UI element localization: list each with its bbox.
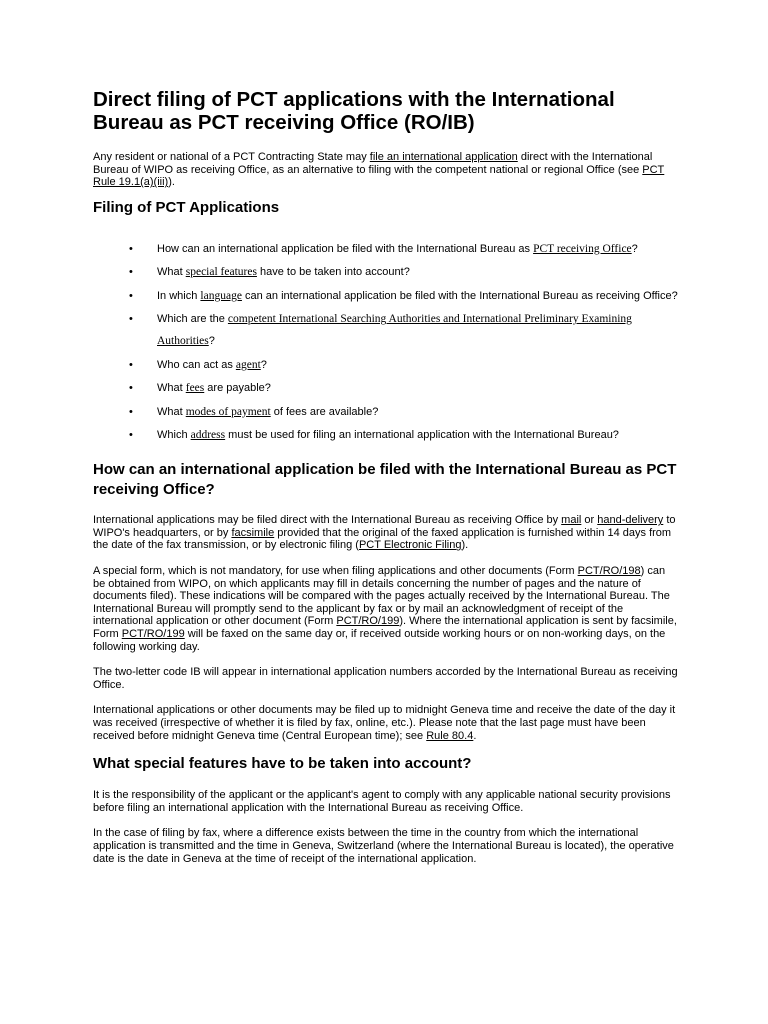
paragraph-text: .	[473, 729, 477, 742]
intro-text-3: ).	[168, 176, 175, 189]
paragraph-text: International applications or other documents may be filed up to midnight Geneva time and receive the date of the day it was received (irrespective of whether it is filed by fax, online, etc.). Please note that the last page must have been received before midnight Geneva time (Central European time); see	[93, 704, 676, 742]
list-item-text: What	[157, 405, 186, 418]
paragraph-text: or	[581, 514, 598, 527]
file-international-application-link[interactable]: file an international application	[369, 151, 518, 163]
form-pct-ro-199-link-2[interactable]: PCT/RO/199	[121, 628, 185, 641]
pct-rule-link[interactable]: PCT Rule 19.1(a)(iii)	[93, 163, 665, 189]
hand-delivery-link[interactable]: hand-delivery	[597, 514, 664, 527]
list-item	[93, 285, 678, 307]
list-item	[93, 238, 678, 260]
form-pct-ro-199-link[interactable]: PCT/RO/199	[336, 615, 400, 628]
paragraph-text: International applications may be filed direct with the International Bureau as receiving Office by	[93, 514, 562, 527]
list-item	[93, 424, 678, 446]
list-item-text: of fees are available?	[270, 405, 379, 418]
list-item-text: ?	[260, 358, 267, 371]
page-title: Direct filing of PCT applications with the International Bureau as PCT receiving Office (RO/IB)	[93, 88, 615, 134]
list-item-text: Which	[157, 429, 191, 442]
faq-list	[93, 238, 678, 447]
list-item-text: can an international application be filed with the International Bureau as receiving Office?	[241, 289, 678, 302]
modes-of-payment-link[interactable]: modes of payment	[185, 405, 271, 418]
section-heading-how-to-file: How can an international application be filed with the International Bureau as PCT receiving Office?	[93, 461, 677, 499]
pct-electronic-filing-link[interactable]: PCT Electronic Filing	[358, 539, 462, 552]
paragraph-text: provided that the original of the faxed application is furnished within 14 days from the date of the fax transmission, or by electronic filing (	[93, 526, 672, 552]
list-item-text: How can an international application be filed with the International Bureau as	[157, 242, 534, 255]
list-item-text: ?	[208, 335, 215, 348]
list-item-text: have to be taken into account?	[256, 266, 410, 279]
list-item-text: ?	[631, 242, 638, 255]
midnight-filing-paragraph	[93, 704, 678, 742]
special-features-link[interactable]: special features	[185, 266, 257, 279]
facsimile-link[interactable]: facsimile	[231, 526, 275, 539]
security-provisions-paragraph: It is the responsibility of the applicant or the applicant's agent to comply with any applicable national security provisions before filing an international application with the International Bureau as receiving Office.	[93, 789, 671, 814]
list-item	[93, 377, 678, 399]
list-item-text: Who can act as	[157, 358, 236, 371]
address-link[interactable]: address	[190, 429, 226, 442]
list-item-text: must be used for filing an international application with the International Bureau?	[225, 429, 619, 442]
section-heading-filing: Filing of PCT Applications	[93, 198, 280, 216]
pct-receiving-office-link[interactable]: PCT receiving Office	[533, 242, 632, 255]
paragraph-text: A special form, which is not mandatory, for use when filing applications and other documents (Form	[93, 565, 578, 578]
code-ib-paragraph: The two-letter code IB will appear in international application numbers accorded by the International Bureau as receiving Office.	[93, 666, 678, 691]
rule-80-4-link[interactable]: Rule 80.4	[426, 729, 474, 742]
mail-link[interactable]: mail	[561, 514, 582, 527]
intro-text-2: direct with the International Bureau of WIPO as receiving Office, as an alternative to filing with the competent national or regional Office (see	[93, 151, 653, 176]
paragraph-text: ). Where the international application is sent by facsimile, Form	[93, 615, 677, 641]
list-item	[93, 261, 678, 283]
paragraph-text: ) can be obtained from WIPO, on which applicants may fill in details concerning the number of pages and the nature of documents filed). These indications will be compared with the pages actually received by the International Bureau. The International Bureau will promptly send to the applicant by fax or by mail an acknowledgment of receipt of the international application or other document (Form	[93, 565, 670, 628]
agent-link[interactable]: agent	[235, 358, 261, 371]
list-item-text: What	[157, 382, 186, 395]
language-link[interactable]: language	[200, 289, 242, 302]
list-item-text: Which are the	[157, 313, 228, 326]
list-item	[93, 401, 678, 423]
list-item-text: What	[157, 266, 186, 279]
filing-methods-paragraph	[93, 514, 678, 552]
list-item	[93, 354, 678, 376]
special-form-paragraph	[93, 565, 678, 653]
fax-time-difference-paragraph: In the case of filing by fax, where a difference exists between the time in the country from which the international application is transmitted and the time in Geneva, Switzerland (where the International Bureau is located), the operative date is the date in Geneva at the time of receipt of the international application.	[93, 827, 674, 865]
section-heading-special-features: What special features have to be taken into account?	[93, 755, 472, 773]
intro-paragraph	[93, 151, 678, 189]
list-item-text: In which	[157, 289, 201, 302]
fees-link[interactable]: fees	[185, 382, 205, 395]
paragraph-text: will be faxed on the same day or, if received outside working hours or on non-working days, on the following working day.	[93, 628, 666, 653]
paragraph-text: to WIPO's headquarters, or by	[93, 514, 676, 539]
form-pct-ro-198-link[interactable]: PCT/RO/198	[577, 565, 641, 578]
list-item	[93, 308, 678, 352]
list-item-text: are payable?	[204, 382, 271, 395]
intro-text-1: Any resident or national of a PCT Contracting State may	[93, 151, 370, 163]
competent-authorities-link[interactable]: competent International Searching Authorities and International Preliminary Examining Authorities	[157, 313, 632, 348]
paragraph-text: ).	[461, 539, 469, 552]
